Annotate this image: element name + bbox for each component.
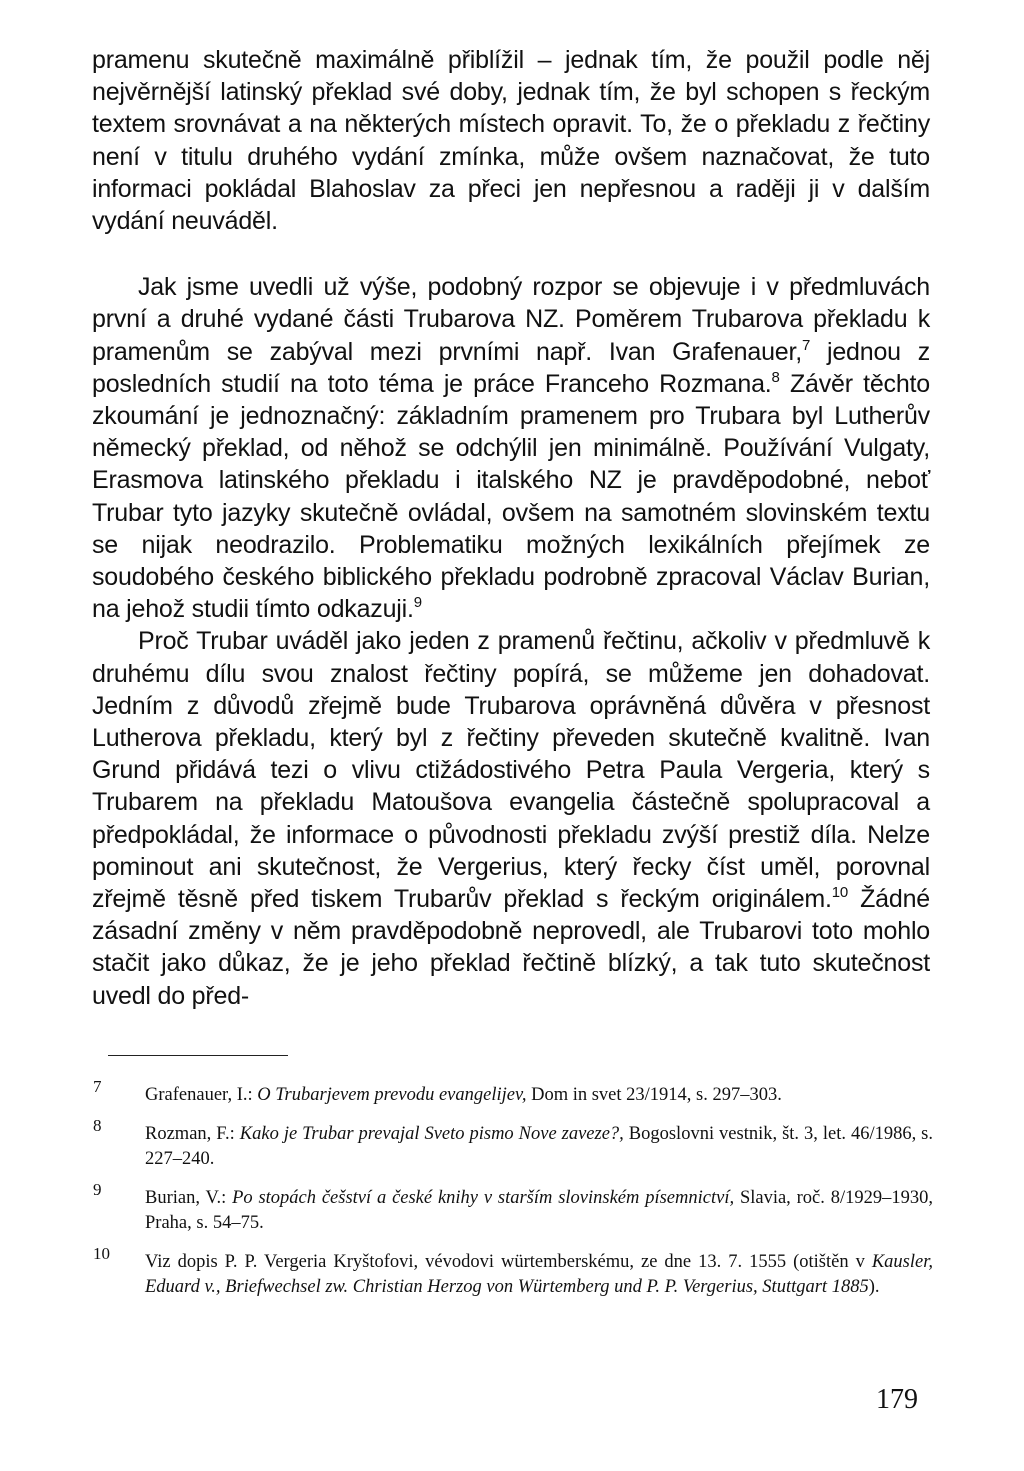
footnote-7 xyxy=(93,1077,933,1108)
footnote-ref-10[interactable]: 10 xyxy=(831,884,849,902)
footnote-title: O Trubarjevem prevodu evangelijev, xyxy=(257,1085,527,1105)
footnote-text: Slavia, roč. 8/1929–1930, Praha, s. 54–75. xyxy=(145,1188,933,1233)
footnote-number: 7 xyxy=(93,1077,102,1096)
footnote-10 xyxy=(93,1244,933,1300)
footnote-ref-7[interactable]: 7 xyxy=(801,336,811,354)
footnote-text: Burian, V.: xyxy=(145,1188,233,1208)
footnote-number: 8 xyxy=(93,1116,102,1135)
footnote-text: Viz dopis P. P. Vergeria Kryštofovi, vévodovi würtemberskému, ze dne 13. 7. 1555 (otištěn v xyxy=(145,1252,872,1272)
footnote-text: ). xyxy=(868,1277,880,1297)
page-body xyxy=(92,44,930,1012)
footnote-ref-8[interactable]: 8 xyxy=(771,368,780,386)
paragraph-2-part-a: Jak jsme uvedli už výše, podobný rozpor se objevuje i v předmluvách první a druhé vydané části Trubarova NZ. Poměrem Trubarova překladu k pramenům se zabýval mezi prvními např. Ivan Grafenauer, xyxy=(92,273,930,366)
footnote-separator xyxy=(108,1055,288,1056)
footnote-8 xyxy=(93,1116,933,1172)
footnote-title: Kausler, Eduard v., Briefwechsel zw. Christian Herzog von Würtemberg und P. P. Vergerius, Stuttgart 1885 xyxy=(145,1252,933,1297)
paragraph-1: pramenu skutečně maximálně přiblížil – jednak tím, že použil podle něj nejvěrnější latinský překlad své doby, jednak tím, že byl schopen s řeckým textem srovnávat a na některých místech opravit. To, že o překladu z řečtiny není v titulu druhého vydání zmínka, může ovšem naznačovat, že tuto informaci pokládal Blahoslav za přeci jen nepřesnou a raději ji v dalším vydání neuváděl. xyxy=(92,46,930,236)
footnote-text: Bogoslovni vestnik, št. 3, let. 46/1986, s. 227–240. xyxy=(145,1124,933,1169)
footnote-number: 9 xyxy=(93,1180,102,1199)
paragraph-3 xyxy=(92,625,930,1011)
page-number: 179 xyxy=(876,1384,918,1415)
paragraph-2-part-c: Závěr těchto zkoumání je jednoznačný: základním pramenem pro Trubara byl Lutherův německý překlad, od něhož se odchýlil jen minimálně. Používání Vulgaty, Erasmova latinského překladu i italského NZ je pravděpodobné, neboť Trubar tyto jazyky skutečně ovládal, ovšem na samotném slovinském textu se nijak neodrazilo. Problematiku možných lexikálních přejímek ze soudobého českého biblického překladu podrobně zpracoval Václav Burian, na jehož studii tímto odkazuji. xyxy=(92,369,930,624)
footnote-text: Dom in svet 23/1914, s. 297–303. xyxy=(526,1085,782,1105)
paragraph-3-part-a: Proč Trubar uváděl jako jeden z pramenů řečtinu, ačkoliv v předmluvě k druhému dílu svou znalost řečtiny popírá, se můžeme jen dohadovat. Jedním z důvodů zřejmě bude Trubarova oprávněná důvěra v přesnost Lutherova překladu, který byl z řečtiny převeden skutečně kvalitně. Ivan Grund přidává tezi o vlivu ctižádostivého Petra Paula Vergeria, který s Trubarem na překladu Matoušova evangelia částečně spolupracoval a předpokládal, že informace o původnosti překladu zvýší prestiž díla. Nelze pominout ani skutečnost, že Vergerius, který řecky číst uměl, porovnal zřejmě těsně před tiskem Trubarův překlad s řeckým originálem. xyxy=(92,627,930,914)
footnote-title: Kako je Trubar prevajal Sveto pismo Nove zaveze?, xyxy=(239,1124,624,1144)
footnote-ref-9[interactable]: 9 xyxy=(413,594,422,612)
footnote-title: Po stopách češství a české knihy v starším slovinském písemnictví, xyxy=(232,1188,735,1208)
paragraph-2-part-b: jednou z posledních studií na toto téma je práce Franceho Rozmana. xyxy=(92,337,930,398)
footnote-9 xyxy=(93,1180,933,1236)
footnotes xyxy=(93,1077,933,1314)
paragraph-2 xyxy=(92,271,930,625)
footnote-number: 10 xyxy=(93,1244,110,1263)
paragraph-3-part-b: Žádné zásadní změny v něm pravděpodobně neprovedl, ale Trubarovi toto mohlo stačit jako důkaz, že je jeho překlad řečtině blízký, a tak tuto skutečnost uvedl do před- xyxy=(92,885,930,1010)
footnote-text: Rozman, F.: xyxy=(145,1124,240,1144)
footnote-text: Grafenauer, I.: xyxy=(145,1085,258,1105)
